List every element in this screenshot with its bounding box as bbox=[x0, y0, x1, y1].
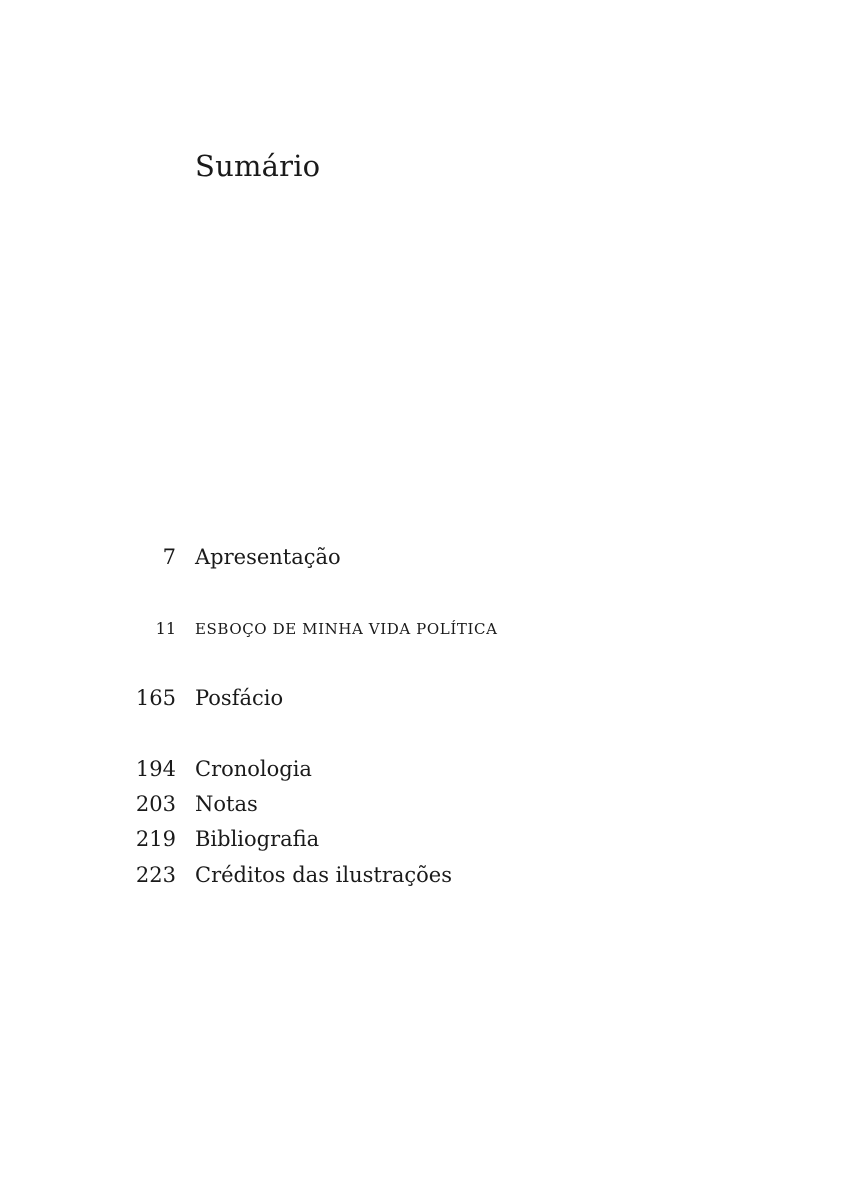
toc-entry-title: Bibliografia bbox=[195, 827, 320, 851]
toc-page-number: 219 bbox=[135, 827, 176, 851]
toc-entry-notas[interactable] bbox=[0, 788, 857, 820]
toc-entry-esboco[interactable] bbox=[0, 613, 857, 645]
toc-page-number: 11 bbox=[155, 619, 176, 638]
toc-entry-title: Posfácio bbox=[195, 686, 284, 710]
toc-entry-title: ESBOÇO DE MINHA VIDA POLÍTICA bbox=[195, 620, 498, 638]
toc-page-number: 194 bbox=[135, 757, 176, 781]
toc-page-number: 7 bbox=[162, 545, 176, 569]
toc-page-number: 223 bbox=[135, 863, 176, 887]
toc-entry-title: Créditos das ilustrações bbox=[195, 863, 452, 887]
toc-entry-title: Notas bbox=[195, 792, 258, 816]
toc-entry-title: Cronologia bbox=[195, 757, 312, 781]
toc-entry-bibliografia[interactable] bbox=[0, 823, 857, 855]
toc-entry-creditos[interactable] bbox=[0, 859, 857, 891]
toc-entry-cronologia[interactable] bbox=[0, 753, 857, 785]
toc-entry-title: Apresentação bbox=[195, 545, 341, 569]
page-title: Sumário bbox=[195, 149, 321, 183]
toc-entry-posfacio[interactable] bbox=[0, 682, 857, 714]
toc-page-number: 203 bbox=[135, 792, 176, 816]
toc-page-number: 165 bbox=[135, 686, 176, 710]
toc-entry-apresentacao[interactable] bbox=[0, 541, 857, 573]
